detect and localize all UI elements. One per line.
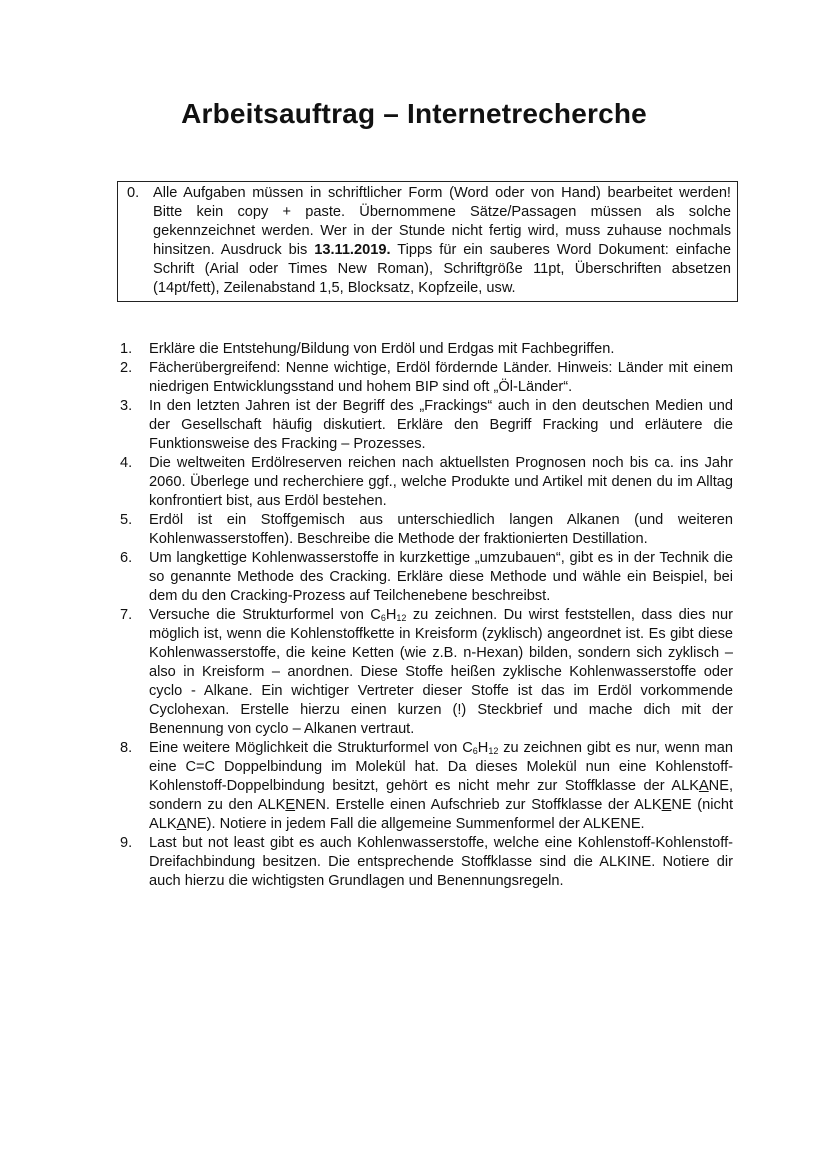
item-number: 6. <box>120 550 133 566</box>
page-title: Arbeitsauftrag – Internetrecherche <box>181 98 647 129</box>
item-number: 2. <box>120 360 133 376</box>
list-item <box>124 184 731 298</box>
task-list <box>120 340 733 891</box>
item-number: 9. <box>120 835 133 851</box>
item-number: 5. <box>120 512 133 528</box>
item-number: 1. <box>120 341 133 357</box>
list-item <box>120 739 733 834</box>
item-text: Last but not least gibt es auch Kohlenwasserstoffe, welche eine Kohlenstoff-Kohlenstoff-Dreifachbindung besitzen. Die entsprechende Stoffklasse sind die ALKINE. Notiere dir auch hierzu die wichtigsten Grundlagen und Benennungsregeln. <box>149 835 733 889</box>
item-text: Versuche die Strukturformel von $C_6H_{12}$ zu zeichnen. Du wirst feststellen, dass dies nur möglich ist, wenn die Kohlenstoffkette in Kreisform (zyklisch) angeordnet ist. Es gibt diese Kohlenwasserstoffe, die keine Ketten (wie z.B. n-Hexan) bilden, sondern sich zyklisch – also in Kreisform – anordnen. Diese Stoffe heißen zyklische Kohlenwasserstoffe oder cyclo - Alkane. Ein wichtiger Vertreter dieser Stoffe ist das im Erdöl vorkommende Cyclohexan. Erstelle hierzu einen kurzen (!) Steckbrief und mache dich mit der Benennung von cyclo – Alkanen vertraut. <box>149 607 733 737</box>
item-number: 8. <box>120 740 133 756</box>
item-text: Eine weitere Möglichkeit die Strukturformel von $C_6H_{12}$ zu zeichnen gibt es nur, wenn man eine C=C Doppelbindung im Molekül hat. Da dieses Molekül nun eine Kohlenstoff-Kohlenstoff-Doppelbindung besitzt, gehört es nicht mehr zur Stoffklasse der ALKANE, sondern zu den ALKENEN. Erstelle einen Aufschrieb zur Stoffklasse der ALKENE (nicht ALKANE). Notiere in jedem Fall die allgemeine Summenformel der ALKENE. <box>149 740 733 832</box>
item-number: 7. <box>120 607 133 623</box>
item-text: In den letzten Jahren ist der Begriff des „Frackings“ auch in den deutschen Medien und der Gesellschaft häufig diskutiert. Erkläre den Begriff Fracking und erläutere die Funktionsweise des Fracking – Prozesses. <box>149 398 733 452</box>
list-item <box>120 340 733 359</box>
item-text: Erkläre die Entstehung/Bildung von Erdöl und Erdgas mit Fachbegriffen. <box>149 341 615 357</box>
item-number: 4. <box>120 455 133 471</box>
list-item <box>120 359 733 397</box>
list-item <box>120 454 733 511</box>
item-text: Erdöl ist ein Stoffgemisch aus unterschiedlich langen Alkanen (und weiteren Kohlenwasserstoffen). Beschreibe die Methode der fraktionierten Destillation. <box>149 512 733 547</box>
item-number: 0. <box>127 185 140 201</box>
item-number: 3. <box>120 398 133 414</box>
instructions-box <box>117 181 738 302</box>
item-text: Um langkettige Kohlenwasserstoffe in kurzkettige „umzubauen“, gibt es in der Technik die so genannte Methode des Cracking. Erkläre diese Methode und wähle ein Beispiel, bei dem du den Cracking-Prozess auf Teilchenebene beschreibst. <box>149 550 733 604</box>
list-item <box>120 511 733 549</box>
deadline-date: 13.11.2019. <box>314 242 391 258</box>
item-text: Fächerübergreifend: Nenne wichtige, Erdöl fördernde Länder. Hinweis: Länder mit einem niedrigen Entwicklungsstand und hohem BIP sind oft „Öl-Länder“. <box>149 360 733 395</box>
item-text: Alle Aufgaben müssen in schriftlicher Form (Word oder von Hand) bearbeitet werden! Bitte kein copy + paste. Übernommene Sätze/Passagen müssen als solche gekennzeichnet werden. Wer in der Stunde nicht fertig wird, muss zuhause nochmals hinsitzen. Ausdruck bis 13.11.2019. Tipps für ein sauberes Word Dokument: einfache Schrift (Arial oder Times New Roman), Schriftgröße 11pt, Überschriften absetzen (14pt/fett), Zeilenabstand 1,5, Blocksatz, Kopfzeile, usw. <box>153 185 731 296</box>
list-item <box>120 397 733 454</box>
list-item <box>120 834 733 891</box>
list-item <box>120 606 733 739</box>
item-text: Die weltweiten Erdölreserven reichen nach aktuellsten Prognosen noch bis ca. ins Jahr 2060. Überlege und recherchiere ggf., welche Produkte und Artikel mit denen du im Alltag konfrontiert bist, aus Erdöl bestehen. <box>149 455 733 509</box>
list-item <box>120 549 733 606</box>
